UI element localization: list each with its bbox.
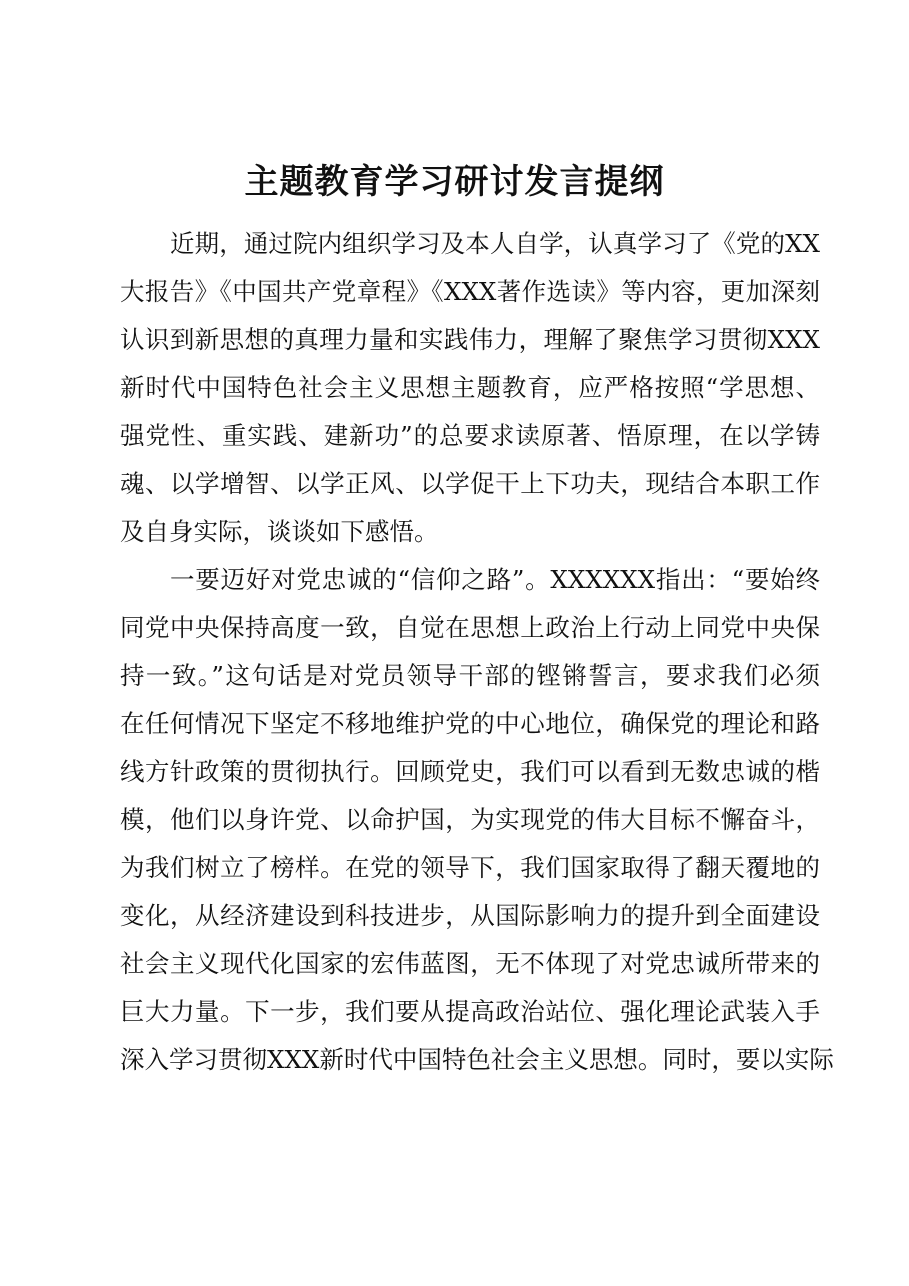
text-line: 巨大力量。下一步，我们要从提高政治站位、强化理论武装入手 — [120, 997, 820, 1026]
text-line: 及自身实际，谈谈如下感悟。 — [120, 517, 439, 546]
text-line: 一要迈好对党忠诚的“信仰之路”。XXXXXX指出：“要始终 — [170, 565, 820, 594]
text-line: 同党中央保持高度一致，自觉在思想上政治上行动上同党中央保 — [120, 613, 820, 642]
text-line: 魂、以学增智、以学正风、以学促干上下功夫，现结合本职工作 — [120, 469, 820, 498]
text-line: 在任何情况下坚定不移地维护党的中心地位，确保党的理论和路 — [120, 709, 820, 738]
text-line: 大报告》《中国共产党章程》《XXX著作选读》等内容，更加深刻 — [120, 277, 820, 306]
text-line: 深入学习贯彻XXX新时代中国特色社会主义思想。同时，要以实际 — [120, 1045, 834, 1074]
text-line: 认识到新思想的真理力量和实践伟力，理解了聚焦学习贯彻XXX — [120, 325, 820, 354]
paragraph-point-one — [120, 556, 834, 1084]
document-body — [120, 220, 834, 1084]
text-line: 变化，从经济建设到科技进步，从国际影响力的提升到全面建设 — [120, 901, 820, 930]
text-line: 新时代中国特色社会主义思想主题教育，应严格按照“学思想、 — [120, 373, 820, 402]
document-title: 主题教育学习研讨发言提纲 — [244, 162, 665, 202]
paragraph-intro — [120, 220, 820, 556]
text-line: 社会主义现代化国家的宏伟蓝图，无不体现了对党忠诚所带来的 — [120, 949, 820, 978]
text-line: 模，他们以身许党、以命护国，为实现党的伟大目标不懈奋斗， — [120, 805, 820, 834]
text-line: 近期，通过院内组织学习及本人自学，认真学习了《党的XX — [170, 229, 820, 258]
text-line: 持一致。”这句话是对党员领导干部的铿锵誓言，要求我们必须 — [120, 661, 820, 690]
text-line: 强党性、重实践、建新功”的总要求读原著、悟原理，在以学铸 — [120, 421, 820, 450]
text-line: 为我们树立了榜样。在党的领导下，我们国家取得了翻天覆地的 — [120, 853, 820, 882]
text-line: 线方针政策的贯彻执行。回顾党史，我们可以看到无数忠诚的楷 — [120, 757, 820, 786]
